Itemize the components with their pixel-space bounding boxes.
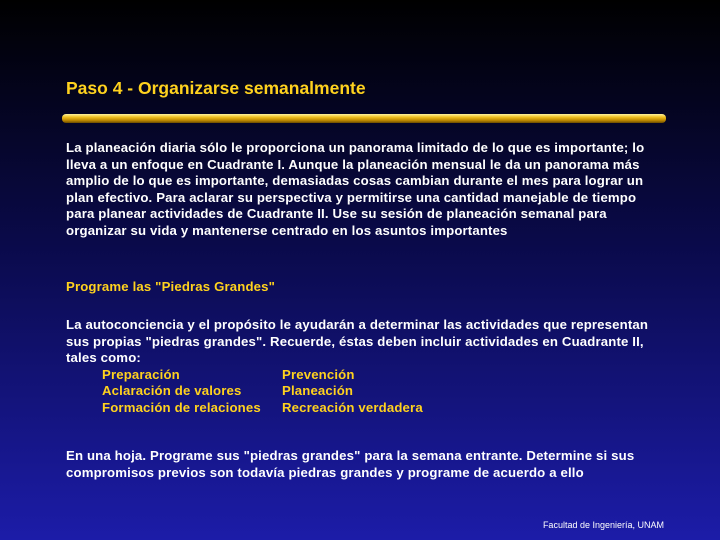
activity-item: Prevención bbox=[282, 366, 355, 382]
activities-row bbox=[66, 367, 666, 384]
activities-block bbox=[66, 317, 666, 416]
activity-item: Formación de relaciones bbox=[102, 399, 261, 415]
activity-item: Planeación bbox=[282, 383, 354, 398]
activity-item: Aclaración de valores bbox=[102, 383, 242, 398]
activities-row bbox=[66, 383, 666, 400]
closing-paragraph: En una hoja. Programe sus "piedras grandes" para la semana entrante. Determine si sus compromisos previos son todavía piedras grandes y programe de acuerdo a ello bbox=[66, 448, 635, 480]
slide-title: Paso 4 - Organizarse semanalmente bbox=[66, 78, 366, 98]
intro-paragraph: La planeación diaria sólo le proporciona un panorama limitado de lo que es importante; lo lleva a un enfoque en Cuadrante I. Aunque la planeación mensual le da un panorama más amplio de lo que es importante, demasiadas cosas cambian durante el mes para lograr un plan efectivo. Para aclarar su perspectiva y permitirse una cantidad manejable de tiempo para planear actividades de Cuadrante II. Use su sesión de planeación semanal para organizar su vida y mantenerse centrado en los asuntos importantes bbox=[66, 140, 645, 238]
activities-row bbox=[66, 400, 666, 417]
activity-item: Recreación verdadera bbox=[282, 399, 423, 415]
subheading: Programe las "Piedras Grandes" bbox=[66, 279, 276, 294]
activities-list bbox=[66, 367, 666, 417]
activities-paragraph: La autoconciencia y el propósito le ayudarán a determinar las actividades que representan sus propias "piedras grandes". Recuerde, éstas deben incluir actividades en Cuadrante II, tales como: bbox=[66, 317, 649, 365]
activity-item: Preparación bbox=[102, 366, 180, 382]
footer-credit: Facultad de Ingeniería, UNAM bbox=[542, 520, 664, 530]
title-underline bbox=[62, 114, 666, 123]
